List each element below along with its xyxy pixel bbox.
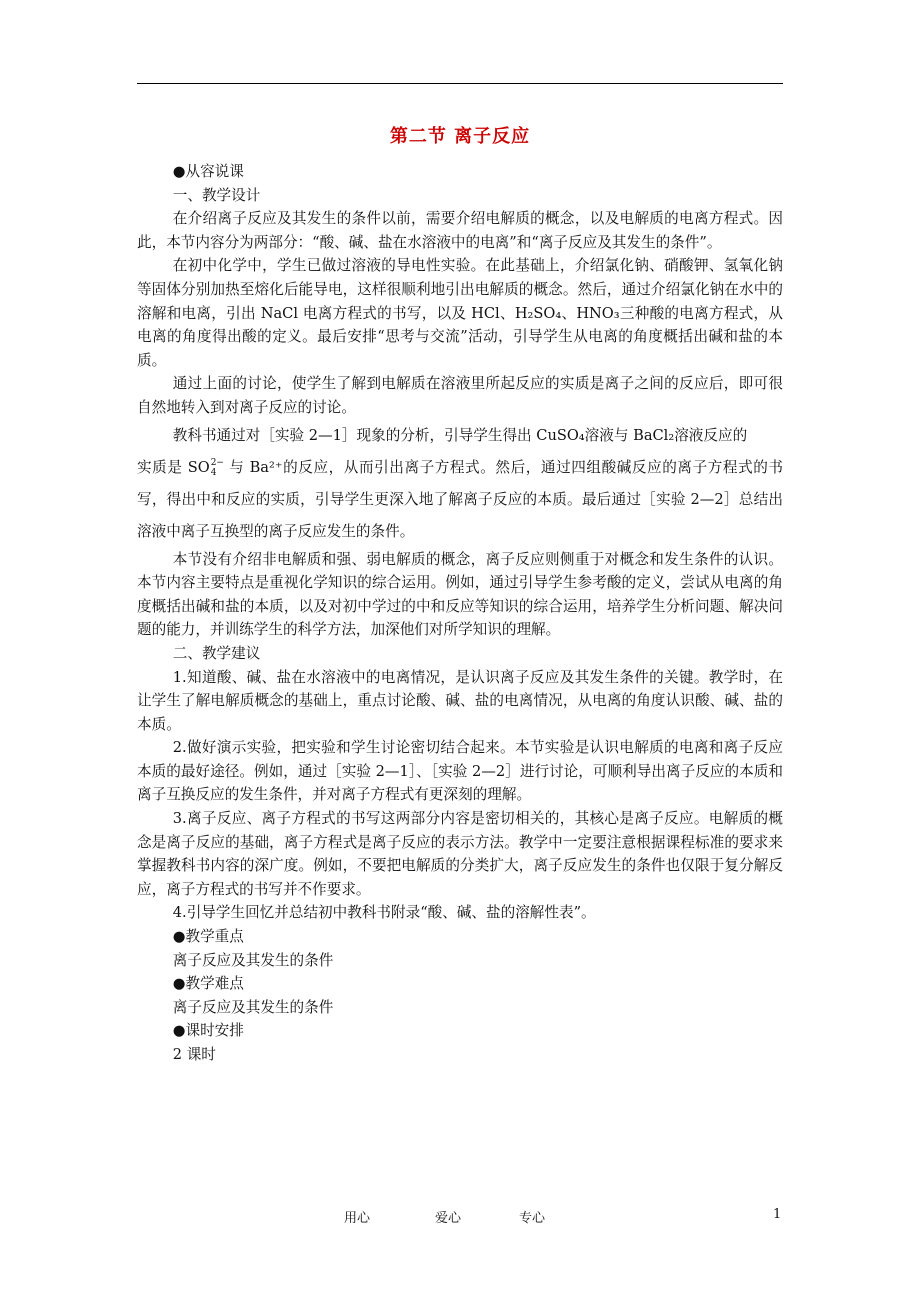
- formula-hno3: HNO₃: [576, 304, 620, 322]
- key-points-value: 离子反应及其发生的条件: [172, 951, 334, 969]
- paragraph-9: 4.引导学生回忆并总结初中教科书附录“酸、碱、盐的溶解性表”。: [172, 904, 596, 922]
- section-heading-difficulties: ●教学难点: [172, 975, 244, 993]
- ion-sulfate: [188, 459, 224, 476]
- paragraph-4-a: 教科书通过对［实验 2—1］现象的分析，引导学生得出: [172, 426, 537, 444]
- section-heading-key-points: ●教学重点: [172, 928, 244, 946]
- section-heading-schedule: ●课时安排: [172, 1022, 244, 1040]
- formula-h2so4: H₂SO₄: [514, 304, 562, 322]
- paragraph-1: 在介绍离子反应及其发生的条件以前，需要介绍电解质的概念，以及电解质的电离方程式。因此，本节内容分为两部分：“酸、碱、盐在水溶液中的电离”和“离子反应及其发生的条件”。: [137, 210, 783, 251]
- header-rule: [137, 83, 783, 84]
- paragraph-4-f: 的反应，从而引出离子方程式。然后，通过四组酸碱反应的离子方程式的书写，得出中和反应的实质，引导学生更深入地了解离子反应的本质。最后通过［实验 2—2］总结出溶液中离子互换型的离子反应发生的条件。: [137, 458, 784, 540]
- ion-barium: Ba²⁺: [249, 458, 283, 476]
- page-title: 第二节 离子反应: [389, 126, 531, 147]
- paragraph-4-d: 实质是: [137, 458, 188, 476]
- sulfate-charge: 2−: [210, 457, 224, 468]
- footer-text-2: 爱心: [435, 1211, 462, 1226]
- paragraph-4-b: 溶液与: [584, 426, 634, 444]
- sulfate-subscript: 4: [210, 467, 217, 478]
- paragraph-3: 通过上面的讨论，使学生了解到电解质在溶液里所起反应的实质是离子之间的反应后，即可很自然地转入到对离子反应的讨论。: [137, 375, 783, 416]
- paragraph-4-cont: [137, 452, 783, 548]
- section-heading-suggestions: 二、教学建议: [172, 644, 261, 662]
- paragraph-2: [137, 254, 783, 372]
- paragraph-4-c: 溶液反应的: [674, 426, 748, 444]
- separator: 、: [561, 304, 577, 322]
- formula-bacl2: BaCl₂: [633, 426, 675, 444]
- paragraph-4-e: 与: [223, 458, 250, 476]
- paragraph-6: 1.知道酸、碱、盐在水溶液中的电离情况，是认识离子反应及其发生条件的关键。教学时，在让学生了解电解质概念的基础上，重点讨论酸、碱、盐的电离情况，从电离的角度认识酸、碱、盐的本质。: [137, 668, 783, 733]
- sulfate-scripts: [211, 458, 224, 478]
- paragraph-8: 3.离子反应、离子方程式的书写这两部分内容是密切相关的，其核心是离子反应。电解质的概念是离子反应的基础，离子方程式是离子反应的表示方法。教学中一定要注意根据课程标准的要求来掌握教科书内容的深广度。例如，不要把电解质的分类扩大，离子反应发生的条件也仅限于复分解反应，离子方程式的书写并不作要求。: [137, 810, 783, 898]
- schedule-value: 2 课时: [172, 1046, 216, 1063]
- formula-cuso4: CuSO₄: [536, 426, 585, 444]
- page-number: 1: [773, 1207, 782, 1222]
- paragraph-4: [137, 420, 783, 452]
- footer-text-3: 专心: [519, 1211, 546, 1226]
- footer-text-1: 用心: [344, 1211, 371, 1226]
- difficulties-value: 离子反应及其发生的条件: [172, 998, 334, 1016]
- paragraph-7: 2.做好演示实验，把实验和学生讨论密切结合起来。本节实验是认识电解质的电离和离子反应本质的最好途径。例如，通过［实验 2—1］、［实验 2—2］进行讨论，可顺利导出离子反应的本质和离子互换反应的发生条件，并对离子方程式有更深刻的理解。: [137, 739, 783, 804]
- paragraph-2-text: 在初中化学中，学生已做过溶液的导电性实验。在此基础上，介绍氯化钠、硝酸钾、氢氧化钠等固体分别加热至熔化后能导电，这样很顺利地引出电解质的概念。然后，通过介绍氯化钠在水中的溶解和电离，引出 NaCl 电离方程式的书写，以及 HCl、: [137, 257, 783, 322]
- section-heading-design: 一、教学设计: [172, 186, 261, 204]
- sulfate-symbol: SO: [187, 458, 210, 476]
- paragraph-5: 本节没有介绍非电解质和强、弱电解质的概念，离子反应则侧重于对概念和发生条件的认识。本节内容主要特点是重视化学知识的综合运用。例如，通过引导学生参考酸的定义，尝试从电离的角度概括出碱和盐的本质，以及对初中学过的中和反应等知识的综合运用，培养学生分析问题、解决问题的能力，并训练学生的科学方法，加深他们对所学知识的理解。: [137, 550, 783, 639]
- paragraph-2-end: 三种酸的电离方程式，从电离的角度得出酸的定义。最后安排“思考与交流”活动，引导学生从电离的角度概括出碱和盐的本质。: [137, 304, 783, 369]
- document-body: [137, 160, 783, 1067]
- section-heading-congrong: ●从容说课: [172, 163, 244, 180]
